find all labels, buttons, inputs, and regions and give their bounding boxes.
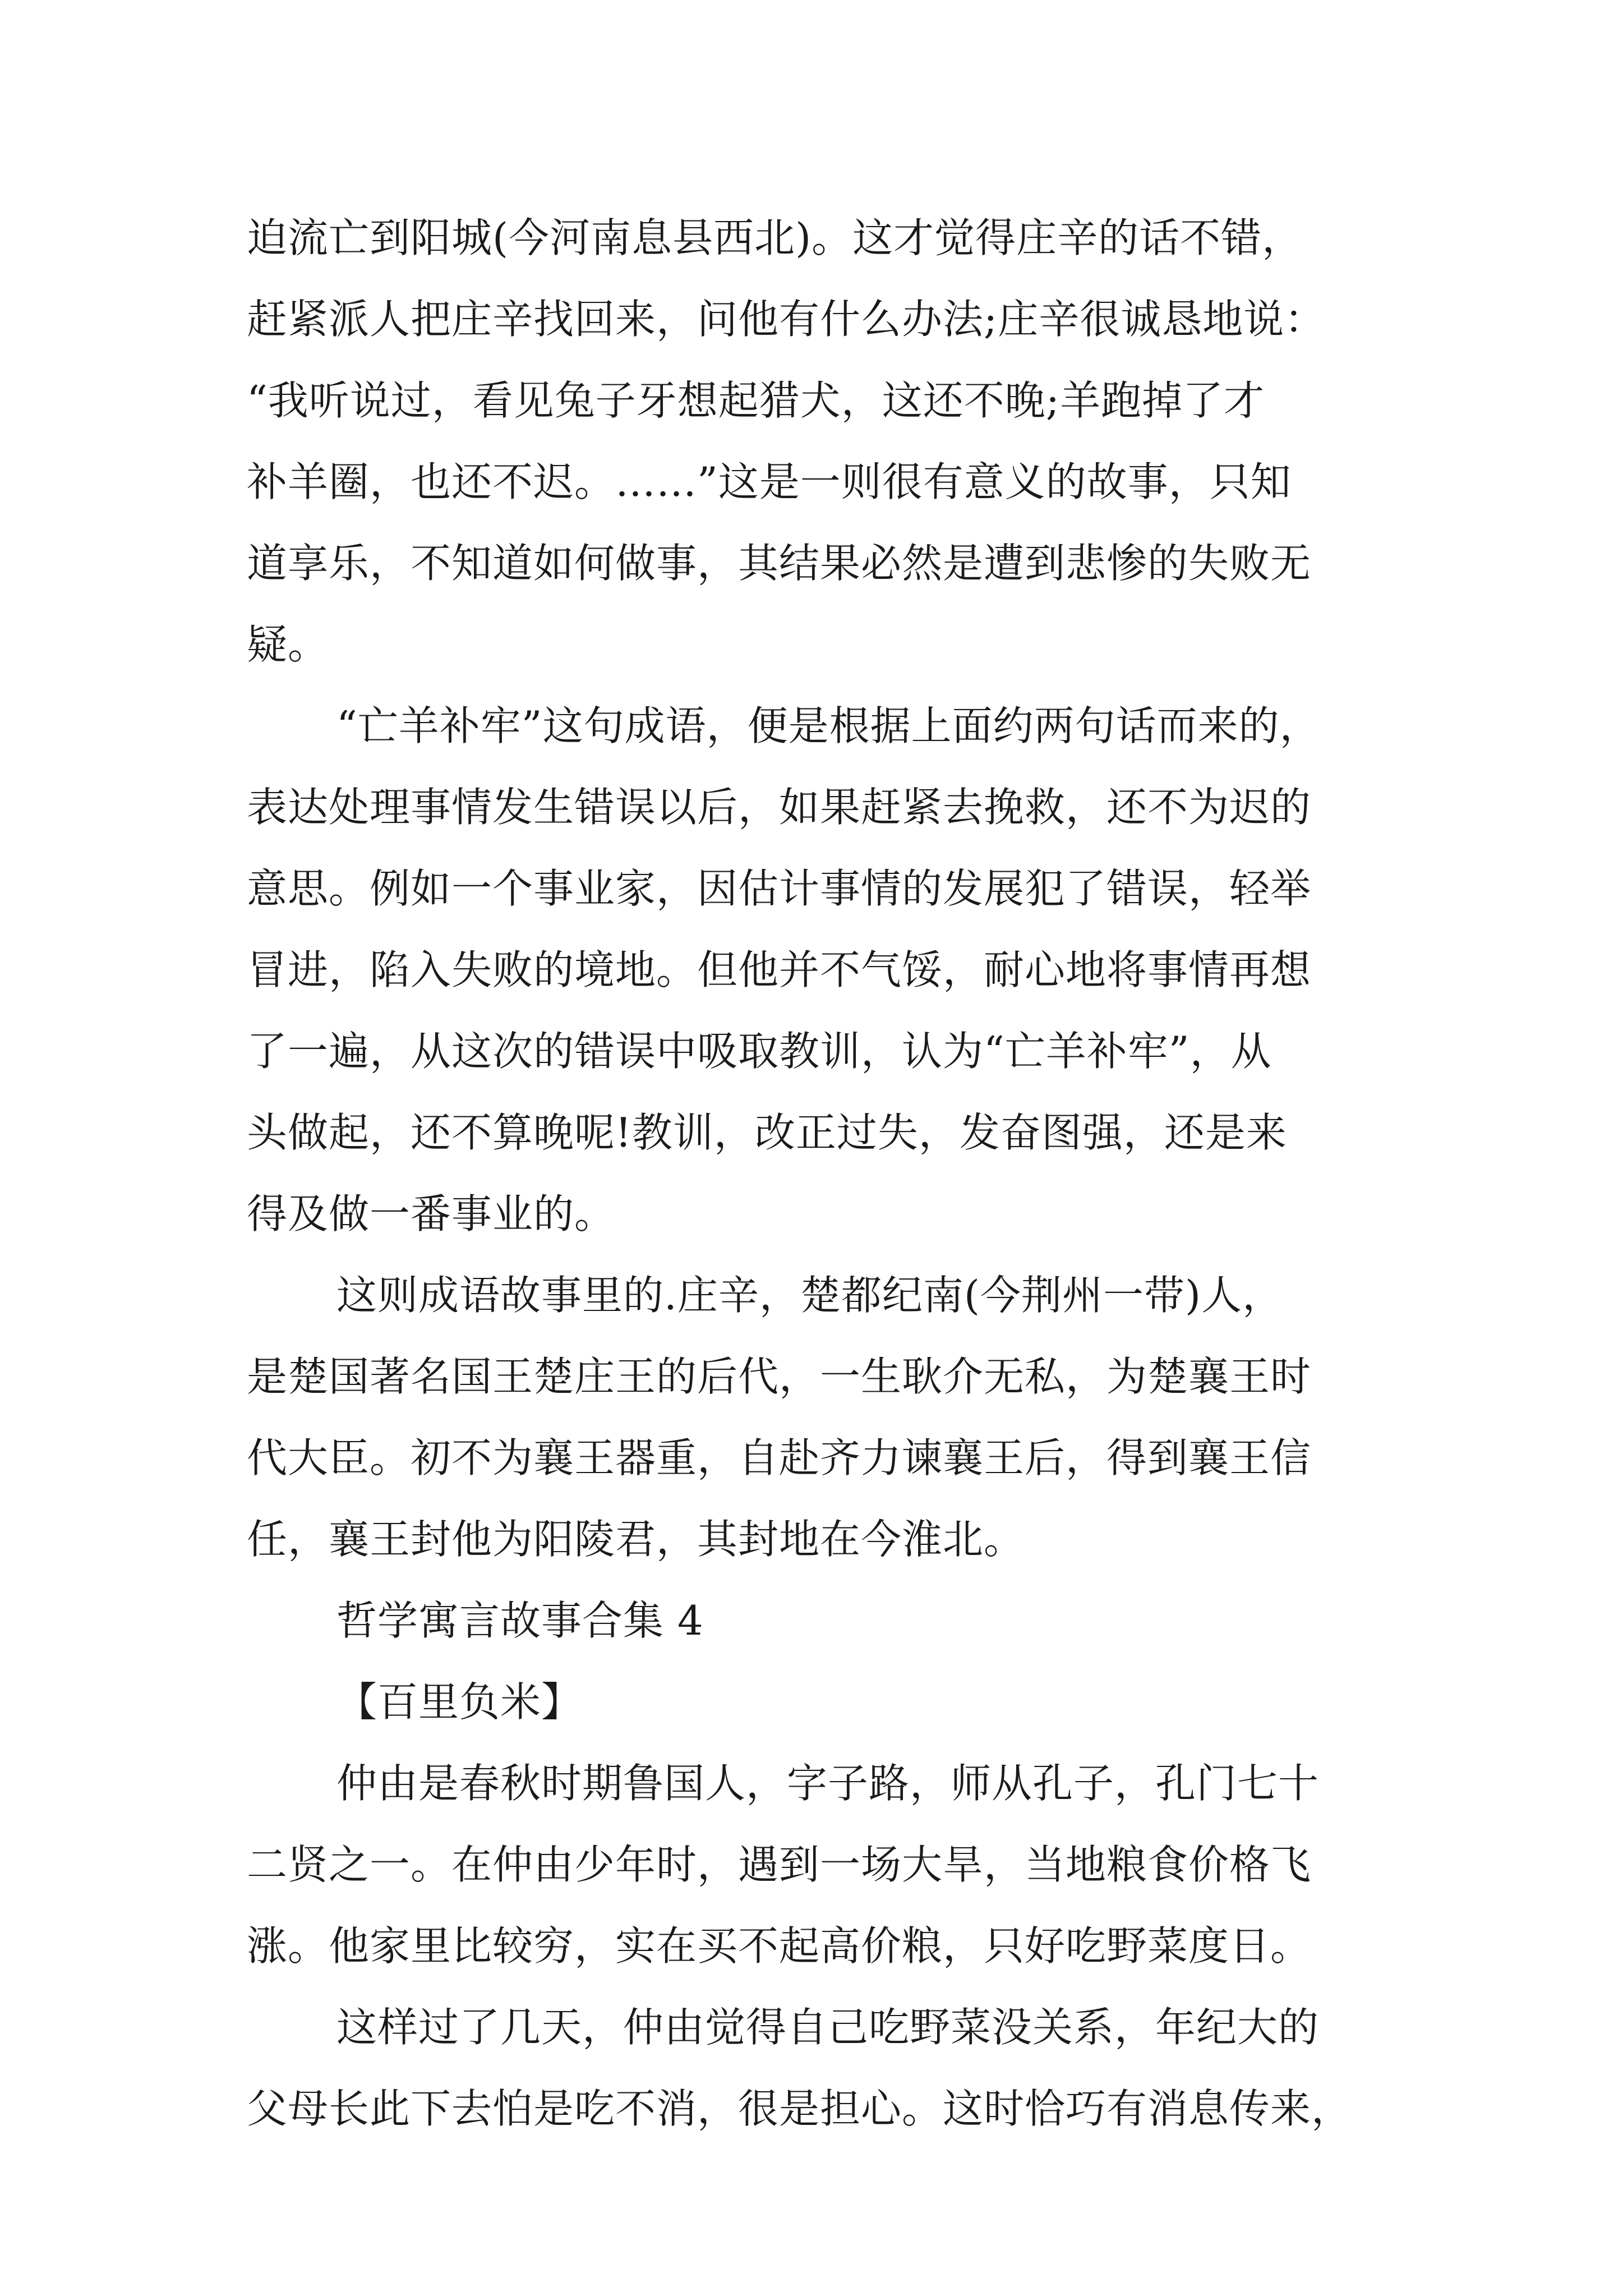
paragraph-start-line: “亡羊补牢”这句成语，便是根据上面约两句话而来的， [336,702,1321,749]
text-line: “我听说过，看见兔子牙想起猎犬，这还不晚;羊跑掉了才 [247,377,1265,424]
text-line: 得及做一番事业的。 [247,1190,616,1237]
document-body [247,197,1447,2150]
text-line: 补羊圈，也还不迟。……”这是一则很有意义的故事，只知 [247,458,1292,505]
text-line: 迫流亡到阳城(今河南息县西北)。这才觉得庄辛的话不错， [247,214,1303,261]
text-line: 涨。他家里比较穷，实在买不起高价粮，只好吃野菜度日。 [247,1922,1312,1970]
section-heading: 哲学寓言故事合集 4 [336,1597,704,1644]
text-line: 是楚国著名国王楚庄王的后代，一生耿介无私，为楚襄王时 [247,1353,1312,1400]
paragraph-start-line: 仲由是春秋时期鲁国人，字子路，师从孔子，孔门七十 [336,1760,1320,1807]
text-line: 道享乐，不知道如何做事，其结果必然是遭到悲惨的失败无 [247,540,1312,587]
paragraph-start-line: 这则成语故事里的.庄辛，楚都纪南(今荆州一带)人， [336,1272,1284,1319]
story-title: 【百里负米】 [336,1678,583,1726]
text-line: 代大臣。初不为襄王器重，自赴齐力谏襄王后，得到襄王信 [247,1434,1312,1481]
text-line: 赶紧派人把庄辛找回来，问他有什么办法;庄辛很诚恳地说： [247,296,1326,343]
text-line: 父母长此下去怕是吃不消，很是担心。这时恰巧有消息传来， [247,2085,1353,2132]
text-line: 二贤之一。在仲由少年时，遇到一场大旱，当地粮食价格飞 [247,1841,1312,1888]
text-line: 疑。 [247,621,329,668]
text-line: 冒进，陷入失败的境地。但他并不气馁，耐心地将事情再想 [247,946,1312,993]
paragraph-start-line: 这样过了几天，仲由觉得自己吃野菜没关系，年纪大的 [336,2004,1320,2051]
text-line: 意思。例如一个事业家，因估计事情的发展犯了错误，轻举 [247,865,1312,912]
text-line: 了一遍，从这次的错误中吸取教训，认为“亡羊补牢”，从 [247,1028,1272,1075]
text-line: 表达处理事情发生错误以后，如果赶紧去挽救，还不为迟的 [247,784,1312,831]
text-line: 头做起，还不算晚呢!教训，改正过失，发奋图强，还是来 [247,1109,1287,1156]
text-line: 任，襄王封他为阳陵君，其封地在今淮北。 [247,1516,1025,1563]
